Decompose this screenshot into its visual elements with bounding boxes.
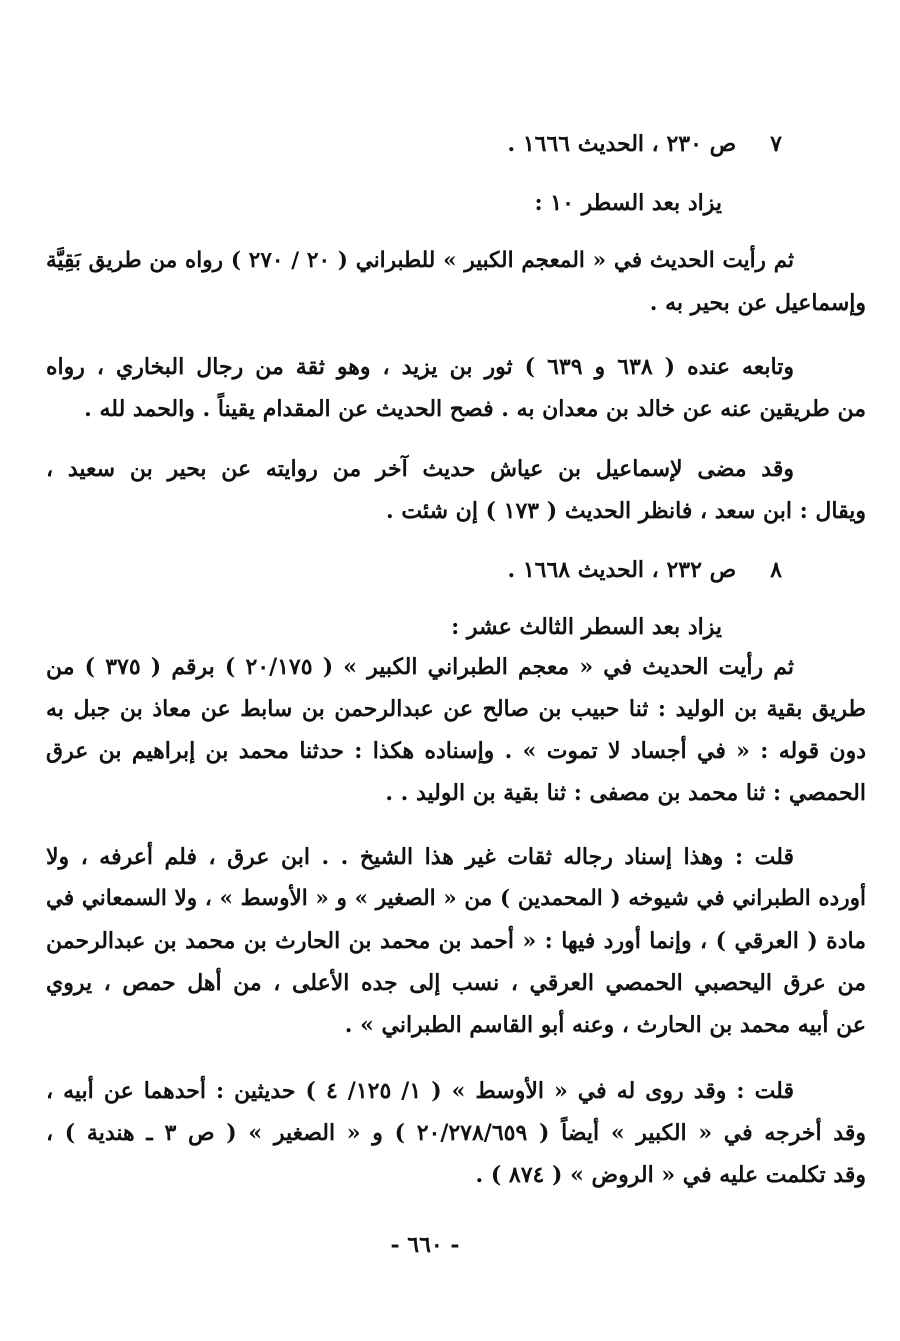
paragraph-line: ويقال : ابن سعد ، فانظر الحديث ( ١٧٣ ) إن شئت .	[386, 498, 866, 524]
paragraph-line: ثم رأيت الحديث في « معجم الطبراني الكبير » ( ٢٠/١٧٥ ) برقم ( ٣٧٥ ) من	[46, 654, 794, 680]
paragraph-line: قلت : وهذا إسناد رجاله ثقات غير هذا الشيخ . . ابن عرق ، فلم أعرفه ، ولا	[46, 844, 794, 870]
paragraph-line: طريق بقية بن الوليد : ثنا حبيب بن صالح عن عبدالرحمن بن سابط عن معاذ بن جبل به	[46, 696, 866, 722]
paragraph-line: دون قوله : « في أجساد لا تموت » . وإسناده هكذا : حدثنا محمد بن إبراهيم بن عرق	[46, 738, 866, 764]
entry-7-paragraph-1	[46, 240, 866, 324]
paragraph-line: عن أبيه محمد بن الحارث ، وعنه أبو القاسم الطبراني » .	[344, 1012, 866, 1038]
paragraph-line: الحمصي : ثنا محمد بن مصفى : ثنا بقية بن الوليد . .	[385, 780, 866, 806]
entry-7-paragraph-3	[46, 448, 866, 532]
paragraph-line: من عرق اليحصبي الحمصي العرقي ، نسب إلى جده الأعلى ، من أهل حمص ، يروي	[46, 970, 866, 996]
entry-8-header	[507, 550, 782, 590]
entry-8-paragraph-2	[46, 836, 866, 1046]
entry-8-paragraph-3	[46, 1070, 866, 1196]
entry-7-paragraph-2	[46, 346, 866, 430]
paragraph-line: وتابعه عنده ( ٦٣٨ و ٦٣٩ ) ثور بن يزيد ، وهو ثقة من رجال البخاري ، رواه	[46, 354, 794, 380]
instruction-text: يزاد بعد السطر ١٠ :	[534, 190, 722, 216]
paragraph-line: مادة ( العرقي ) ، وإنما أورد فيها : « أحمد بن محمد بن الحارث بن محمد بن عبدالرحمن	[46, 928, 866, 954]
paragraph-line: من طريقين عنه عن خالد بن معدان به . فصح الحديث عن المقدام يقيناً . والحمد لله .	[84, 396, 866, 422]
entry-7-header	[507, 124, 782, 164]
paragraph-line: وقد مضى لإسماعيل بن عياش حديث آخر من روايته عن بحير بن سعيد ،	[46, 456, 794, 482]
paragraph-line: وقد أخرجه في « الكبير » أيضاً ( ٢٠/٢٧٨/٦٥٩ ) و « الصغير » ( ص ٣ ـ هندية ) ،	[46, 1120, 866, 1146]
paragraph-line: قلت : وقد روى له في « الأوسط » ( ١/ ١٢٥/ ٤ ) حديثين : أحدهما عن أبيه ،	[46, 1078, 794, 1104]
paragraph-line: ثم رأيت الحديث في « المعجم الكبير » للطبراني ( ٢٠ / ٢٧٠ ) رواه من طريق بَقِيَّة	[46, 248, 795, 273]
entry-7-number: ٧	[770, 131, 782, 157]
instruction-text: يزاد بعد السطر الثالث عشر :	[451, 614, 722, 640]
paragraph-line: وقد تكلمت عليه في « الروض » ( ٨٧٤ ) .	[475, 1162, 866, 1188]
paragraph-line: أورده الطبراني في شيوخه ( المحمدين ) من « الصغير » و « الأوسط » ، ولا السمعاني في	[46, 886, 866, 911]
paragraph-line: وإسماعيل عن بحير به .	[649, 290, 866, 316]
page-number: - ٦٦٠ -	[390, 1232, 460, 1258]
entry-7-instruction	[535, 182, 722, 224]
entry-7-reference: ص ٢٣٠ ، الحديث ١٦٦٦ .	[507, 131, 737, 157]
entry-8-reference: ص ٢٣٢ ، الحديث ١٦٦٨ .	[507, 557, 737, 583]
entry-8-paragraph-1	[46, 646, 866, 814]
entry-8-instruction	[451, 606, 722, 648]
entry-8-number: ٨	[770, 557, 782, 583]
